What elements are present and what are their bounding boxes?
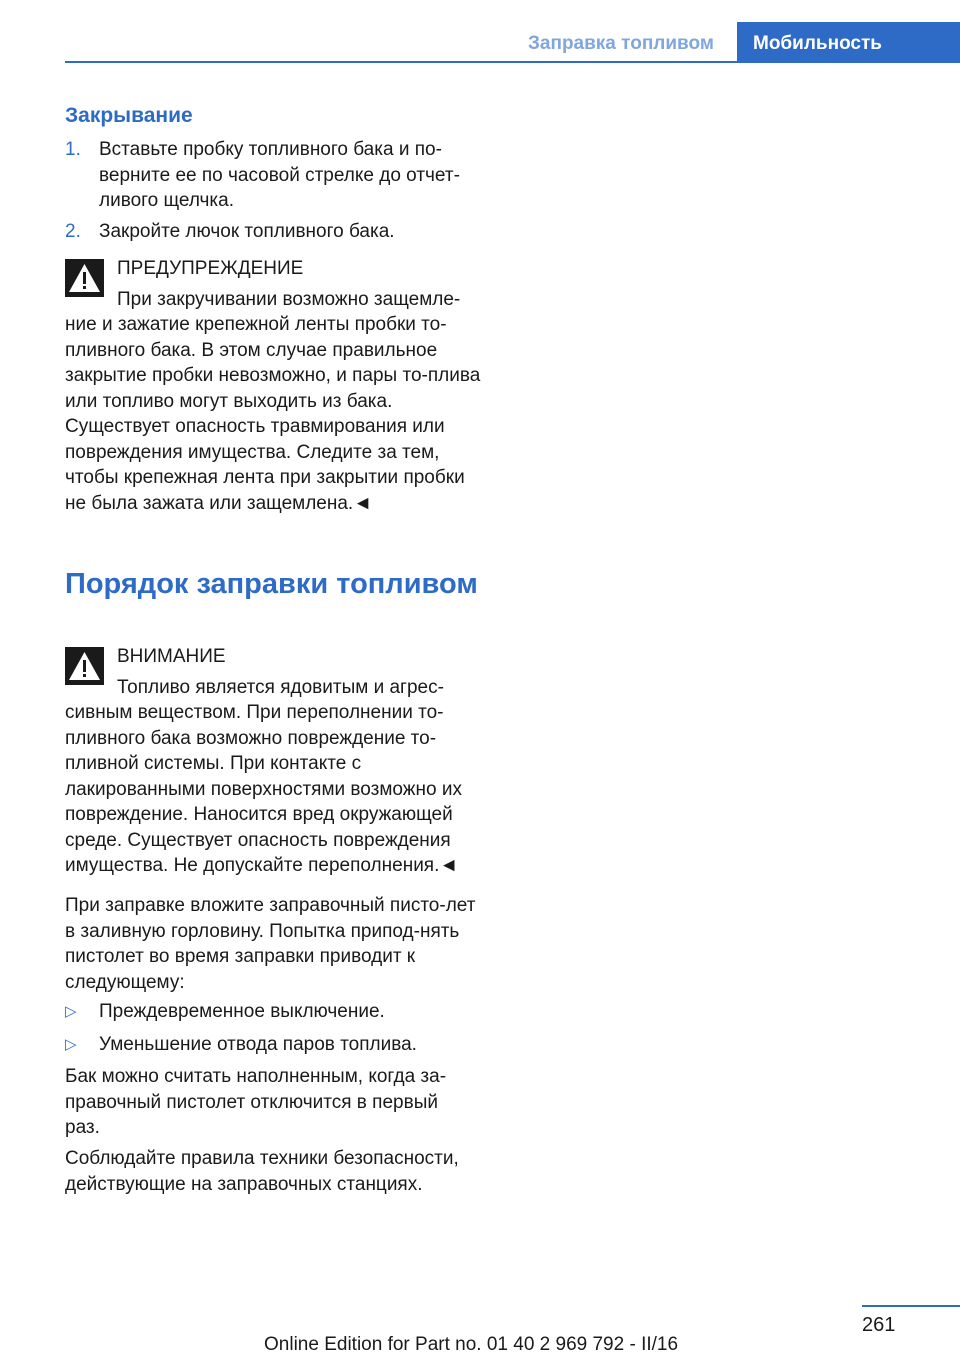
- step-text: Вставьте пробку топливного бака и по-верните ее по часовой стрелке до отчет-ливого щелчка.: [99, 139, 460, 211]
- paragraph-intro: При заправке вложите заправочный писто-лет в заливную горловину. Попытка припод-нять пистолет во время заправки приводит к следующему:: [65, 895, 476, 993]
- subheading-closing: Закрывание: [65, 104, 193, 127]
- warning-text: [65, 287, 485, 517]
- caution-label: ВНИМАНИЕ: [117, 646, 226, 667]
- paragraph-safety: Соблюдайте правила техники безопасности, действующие на заправочных станциях.: [65, 1148, 459, 1195]
- bullet-text: Преждевременное выключение.: [99, 1001, 385, 1022]
- list-item: [65, 137, 485, 214]
- warning-block: [65, 256, 485, 516]
- bullet-triangle-icon: ▷: [65, 1036, 77, 1053]
- bullet-text: Уменьшение отвода паров топлива.: [99, 1034, 417, 1055]
- caution-text: [65, 675, 485, 879]
- running-header-chapter: Мобильность: [737, 22, 960, 63]
- list-item: [65, 999, 485, 1025]
- step-text: Закройте лючок топливного бака.: [99, 221, 395, 242]
- caution-body: Топливо является ядовитым и агрес-сивным веществом. При переполнении то-пливного бака возможно повреждение то-пливной системы. При контакте с лакированными поверхностями возможно их повреждение. Наносится вред окружающей среде. Существует опасность повреждения имущества. Не допускайте переполнения.◄: [65, 676, 462, 876]
- bullet-triangle-icon: ▷: [65, 1003, 77, 1020]
- warning-label: ПРЕДУПРЕЖДЕНИЕ: [117, 258, 304, 279]
- section-title: Порядок заправки топливом: [65, 568, 478, 600]
- footer-rule: [862, 1305, 960, 1307]
- list-item: [65, 219, 485, 245]
- list-item: [65, 1032, 485, 1058]
- caution-block: [65, 644, 485, 879]
- paragraph-full: Бак можно считать наполненным, когда за-правочный пистолет отключится в первый раз.: [65, 1066, 447, 1138]
- page-number: 261: [862, 1314, 896, 1336]
- header-rule: [65, 61, 960, 63]
- step-number: 1.: [65, 139, 81, 160]
- warning-body: При закручивании возможно защемле-ние и зажатие крепежной ленты пробки то-пливного бака. В этом случае правильное закрытие пробки невозможно, и пары то-плива или топливо могут выходить из бака. Существует опасность травмирования или повреждения имущества. Следите за тем, чтобы крепежная лента при закрытии пробки не была зажата или защемлена.◄: [65, 288, 481, 514]
- footer-edition: Online Edition for Part no. 01 40 2 969 792 - II/16: [264, 1334, 679, 1355]
- running-header-section: Заправка топливом: [528, 33, 714, 54]
- step-number: 2.: [65, 221, 81, 242]
